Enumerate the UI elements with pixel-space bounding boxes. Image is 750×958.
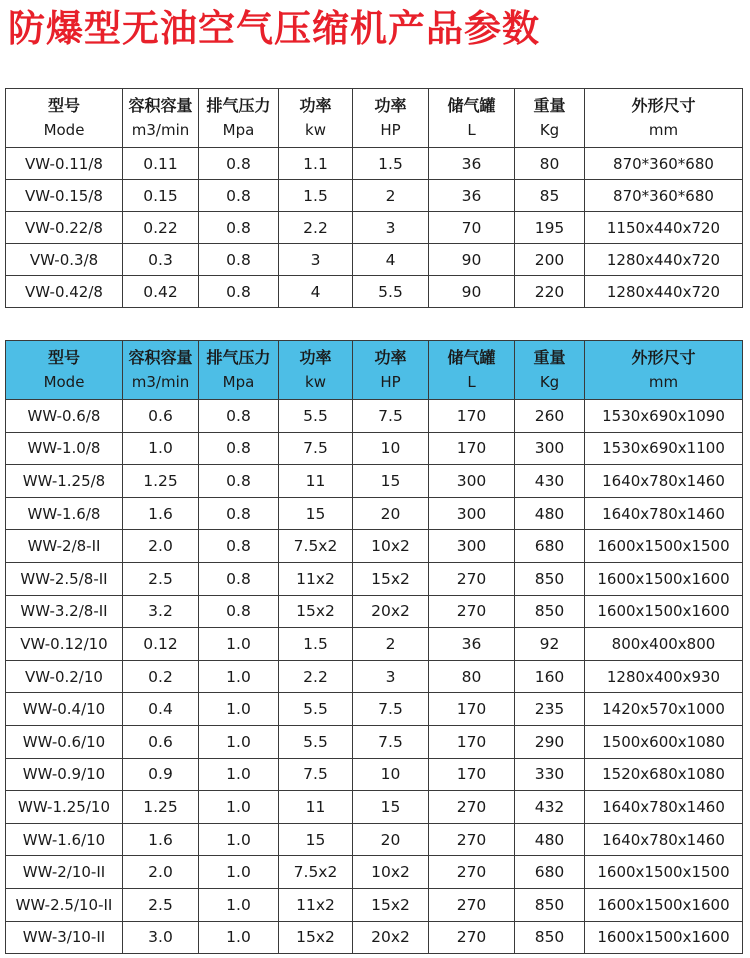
table-cell: 1.0 <box>199 823 279 856</box>
table-cell: 3 <box>279 244 353 276</box>
table-cell: 1640x780x1460 <box>585 465 743 498</box>
column-header-unit: Mpa <box>222 373 255 391</box>
table-cell: 7.5 <box>279 432 353 465</box>
table-cell: 300 <box>429 497 515 530</box>
table-cell: 850 <box>515 562 585 595</box>
table-cell: 90 <box>429 244 515 276</box>
table-cell: WW-1.0/8 <box>6 432 123 465</box>
table-cell: 300 <box>429 465 515 498</box>
table-cell: 2 <box>353 180 429 212</box>
column-header-unit: kw <box>305 121 326 139</box>
table-cell: 10x2 <box>353 530 429 563</box>
table-cell: 7.5x2 <box>279 530 353 563</box>
table-cell: 0.8 <box>199 530 279 563</box>
table-cell: 0.42 <box>123 276 199 308</box>
table-cell: 480 <box>515 823 585 856</box>
column-header-unit: Kg <box>539 121 560 139</box>
header-row <box>6 89 743 148</box>
table-cell: VW-0.15/8 <box>6 180 123 212</box>
table-cell: 5.5 <box>279 400 353 433</box>
table-cell: 92 <box>515 628 585 661</box>
table-cell: WW-0.6/8 <box>6 400 123 433</box>
table-cell: 15x2 <box>353 562 429 595</box>
table-cell: 15x2 <box>353 888 429 921</box>
table-cell: 270 <box>429 856 515 889</box>
table-cell: 270 <box>429 595 515 628</box>
table-cell: 2.0 <box>123 530 199 563</box>
column-header <box>6 89 123 148</box>
table-cell: 3.0 <box>123 921 199 954</box>
table-cell: 870*360*680 <box>585 180 743 212</box>
table-cell: 7.5x2 <box>279 856 353 889</box>
table-cell: WW-3.2/8-II <box>6 595 123 628</box>
table-cell: 2 <box>353 628 429 661</box>
table-cell: 170 <box>429 693 515 726</box>
table-cell: 0.8 <box>199 212 279 244</box>
table-cell: 1.0 <box>199 888 279 921</box>
column-header <box>515 89 585 148</box>
table-cell: 1.5 <box>353 148 429 180</box>
table-cell: 36 <box>429 148 515 180</box>
column-header <box>429 89 515 148</box>
table-cell: 11 <box>279 465 353 498</box>
table-cell: 0.8 <box>199 595 279 628</box>
table-cell: 5.5 <box>353 276 429 308</box>
table-cell: 0.8 <box>199 244 279 276</box>
table-cell: 1280x440x720 <box>585 276 743 308</box>
spec-table-ww <box>5 340 743 954</box>
column-header-cn: 容积容量 <box>128 96 193 115</box>
column-header-cn: 储气罐 <box>447 96 496 115</box>
table-row <box>6 660 743 693</box>
table-cell: 36 <box>429 628 515 661</box>
column-header-unit: Mpa <box>222 121 255 139</box>
table-cell: 270 <box>429 562 515 595</box>
table-cell: 1640x780x1460 <box>585 791 743 824</box>
column-header-cn: 外形尺寸 <box>631 348 696 367</box>
table-cell: 15 <box>353 791 429 824</box>
table-cell: 0.4 <box>123 693 199 726</box>
table-cell: 0.8 <box>199 465 279 498</box>
table-cell: 1280x440x720 <box>585 244 743 276</box>
table-cell: 11x2 <box>279 888 353 921</box>
table-cell: 1.0 <box>199 693 279 726</box>
column-header <box>123 89 199 148</box>
table-cell: 170 <box>429 400 515 433</box>
column-header <box>353 89 429 148</box>
table-cell: WW-1.6/10 <box>6 823 123 856</box>
table-cell: 11 <box>279 791 353 824</box>
table-cell: 1640x780x1460 <box>585 497 743 530</box>
table-cell: 7.5 <box>353 693 429 726</box>
table-header <box>6 341 743 400</box>
column-header <box>353 341 429 400</box>
column-header <box>585 89 743 148</box>
table-row <box>6 791 743 824</box>
table-cell: 1600x1500x1600 <box>585 595 743 628</box>
table-row <box>6 562 743 595</box>
table-cell: 2.5 <box>123 562 199 595</box>
column-header-unit: m3/min <box>131 373 190 391</box>
table-cell: 2.2 <box>279 660 353 693</box>
table-cell: 1530x690x1090 <box>585 400 743 433</box>
table-cell: VW-0.3/8 <box>6 244 123 276</box>
spec-table-vw <box>5 88 743 308</box>
table-cell: 0.12 <box>123 628 199 661</box>
table-cell: 850 <box>515 921 585 954</box>
table-cell: 1.5 <box>279 180 353 212</box>
table-cell: 1.0 <box>199 791 279 824</box>
table-body <box>6 400 743 954</box>
table-cell: 1600x1500x1600 <box>585 562 743 595</box>
table-cell: 0.8 <box>199 400 279 433</box>
table-cell: 1.0 <box>199 921 279 954</box>
table-cell: 2.0 <box>123 856 199 889</box>
table-row <box>6 212 743 244</box>
table-cell: 680 <box>515 856 585 889</box>
table-cell: 80 <box>515 148 585 180</box>
table-row <box>6 758 743 791</box>
table-cell: 0.6 <box>123 725 199 758</box>
column-header-cn: 型号 <box>47 96 80 115</box>
table-cell: 170 <box>429 758 515 791</box>
table-cell: 170 <box>429 725 515 758</box>
column-header <box>199 89 279 148</box>
table-cell: WW-2.5/8-II <box>6 562 123 595</box>
table-cell: 0.8 <box>199 497 279 530</box>
table-cell: 160 <box>515 660 585 693</box>
table-cell: 1.25 <box>123 791 199 824</box>
table-cell: WW-1.25/10 <box>6 791 123 824</box>
page-title: 防爆型无油空气压缩机产品参数 <box>8 7 540 50</box>
table-cell: 15x2 <box>279 921 353 954</box>
column-header <box>6 341 123 400</box>
table-cell: 432 <box>515 791 585 824</box>
column-header-cn: 排气压力 <box>206 96 271 115</box>
table-cell: WW-3/10-II <box>6 921 123 954</box>
table-cell: 270 <box>429 888 515 921</box>
table-cell: WW-1.6/8 <box>6 497 123 530</box>
table-cell: 0.11 <box>123 148 199 180</box>
column-header-cn: 排气压力 <box>206 348 271 367</box>
table-cell: 0.9 <box>123 758 199 791</box>
table-cell: 0.8 <box>199 562 279 595</box>
table-cell: 7.5 <box>353 400 429 433</box>
table-cell: 80 <box>429 660 515 693</box>
table-cell: 4 <box>279 276 353 308</box>
column-header-unit: Mode <box>43 373 85 391</box>
table-cell: 430 <box>515 465 585 498</box>
table-row <box>6 725 743 758</box>
table-cell: 5.5 <box>279 693 353 726</box>
column-header <box>279 89 353 148</box>
table-cell: 1530x690x1100 <box>585 432 743 465</box>
table-cell: 1.6 <box>123 497 199 530</box>
header-row <box>6 341 743 400</box>
table-cell: 850 <box>515 888 585 921</box>
table-cell: 1640x780x1460 <box>585 823 743 856</box>
table-cell: 290 <box>515 725 585 758</box>
column-header-unit: Mode <box>43 121 85 139</box>
table-cell: 20 <box>353 497 429 530</box>
table-cell: 850 <box>515 595 585 628</box>
table-row <box>6 400 743 433</box>
column-header <box>123 341 199 400</box>
table-cell: 10 <box>353 432 429 465</box>
column-header <box>585 341 743 400</box>
table-cell: 20x2 <box>353 921 429 954</box>
table-header <box>6 89 743 148</box>
table-cell: 3 <box>353 212 429 244</box>
table-cell: 10 <box>353 758 429 791</box>
table-cell: 0.8 <box>199 276 279 308</box>
table-row <box>6 148 743 180</box>
table-cell: 3.2 <box>123 595 199 628</box>
table-cell: 1600x1500x1500 <box>585 856 743 889</box>
table-cell: 10x2 <box>353 856 429 889</box>
table-cell: 1500x600x1080 <box>585 725 743 758</box>
table-cell: WW-0.4/10 <box>6 693 123 726</box>
table-cell: VW-0.12/10 <box>6 628 123 661</box>
column-header-cn: 功率 <box>374 96 407 115</box>
table-cell: VW-0.22/8 <box>6 212 123 244</box>
table-cell: 1.0 <box>199 628 279 661</box>
column-header <box>429 341 515 400</box>
table-cell: 70 <box>429 212 515 244</box>
table-cell: 36 <box>429 180 515 212</box>
table-cell: 1420x570x1000 <box>585 693 743 726</box>
table-row <box>6 276 743 308</box>
table-cell: 0.6 <box>123 400 199 433</box>
table-cell: 0.3 <box>123 244 199 276</box>
column-header-unit: m3/min <box>131 121 190 139</box>
table-row <box>6 856 743 889</box>
table-row <box>6 180 743 212</box>
table-cell: WW-0.9/10 <box>6 758 123 791</box>
column-header-cn: 型号 <box>47 348 80 367</box>
table-cell: WW-1.25/8 <box>6 465 123 498</box>
table-cell: 1.0 <box>199 725 279 758</box>
table-cell: 1.0 <box>123 432 199 465</box>
table-row <box>6 921 743 954</box>
table-cell: 15 <box>353 465 429 498</box>
table-cell: VW-0.2/10 <box>6 660 123 693</box>
table-cell: 270 <box>429 823 515 856</box>
table-row <box>6 465 743 498</box>
table-cell: WW-2.5/10-II <box>6 888 123 921</box>
table-cell: 870*360*680 <box>585 148 743 180</box>
table-cell: WW-2/8-II <box>6 530 123 563</box>
table-cell: 1.0 <box>199 758 279 791</box>
table-cell: 1.0 <box>199 660 279 693</box>
table-cell: 0.8 <box>199 180 279 212</box>
table-row <box>6 823 743 856</box>
table-cell: 330 <box>515 758 585 791</box>
table-cell: 0.8 <box>199 432 279 465</box>
table-row <box>6 530 743 563</box>
table-cell: 800x400x800 <box>585 628 743 661</box>
column-header-cn: 功率 <box>299 348 332 367</box>
table-cell: VW-0.11/8 <box>6 148 123 180</box>
column-header-unit: HP <box>380 373 401 391</box>
table-cell: 4 <box>353 244 429 276</box>
table-cell: 20x2 <box>353 595 429 628</box>
column-header <box>199 341 279 400</box>
table-cell: 3 <box>353 660 429 693</box>
table-cell: 170 <box>429 432 515 465</box>
column-header <box>279 341 353 400</box>
table-cell: 7.5 <box>279 758 353 791</box>
table-cell: 85 <box>515 180 585 212</box>
column-header-cn: 功率 <box>374 348 407 367</box>
table-cell: VW-0.42/8 <box>6 276 123 308</box>
table-cell: 2.5 <box>123 888 199 921</box>
column-header-cn: 储气罐 <box>447 348 496 367</box>
table-cell: 5.5 <box>279 725 353 758</box>
table-row <box>6 432 743 465</box>
table-cell: 15 <box>279 823 353 856</box>
table-cell: 1.6 <box>123 823 199 856</box>
table-cell: 1.5 <box>279 628 353 661</box>
table-cell: 1600x1500x1500 <box>585 530 743 563</box>
table-cell: 1.0 <box>199 856 279 889</box>
table-cell: 0.8 <box>199 148 279 180</box>
table-cell: 7.5 <box>353 725 429 758</box>
table-cell: 220 <box>515 276 585 308</box>
table-cell: 260 <box>515 400 585 433</box>
table-cell: 195 <box>515 212 585 244</box>
table-cell: 2.2 <box>279 212 353 244</box>
column-header-cn: 重量 <box>533 348 566 367</box>
column-header-unit: mm <box>648 373 679 391</box>
table-cell: 270 <box>429 791 515 824</box>
table-row <box>6 497 743 530</box>
table-cell: 1.25 <box>123 465 199 498</box>
table-cell: 300 <box>429 530 515 563</box>
table-cell: 0.15 <box>123 180 199 212</box>
table-row <box>6 888 743 921</box>
column-header-cn: 功率 <box>299 96 332 115</box>
table-body <box>6 148 743 308</box>
column-header-unit: Kg <box>539 373 560 391</box>
table-cell: 1150x440x720 <box>585 212 743 244</box>
column-header <box>515 341 585 400</box>
table-cell: 1280x400x930 <box>585 660 743 693</box>
table-cell: 235 <box>515 693 585 726</box>
table-cell: 480 <box>515 497 585 530</box>
table-cell: 0.2 <box>123 660 199 693</box>
column-header-cn: 重量 <box>533 96 566 115</box>
table-cell: 1600x1500x1600 <box>585 888 743 921</box>
table-row <box>6 693 743 726</box>
column-header-cn: 外形尺寸 <box>631 96 696 115</box>
table-cell: 20 <box>353 823 429 856</box>
table-row <box>6 628 743 661</box>
table-cell: 680 <box>515 530 585 563</box>
column-header-unit: HP <box>380 121 401 139</box>
column-header-cn: 容积容量 <box>128 348 193 367</box>
column-header-unit: L <box>467 121 476 139</box>
table-cell: 1520x680x1080 <box>585 758 743 791</box>
table-cell: 1.1 <box>279 148 353 180</box>
table-cell: 270 <box>429 921 515 954</box>
table-cell: 15x2 <box>279 595 353 628</box>
table-cell: 200 <box>515 244 585 276</box>
table-cell: 15 <box>279 497 353 530</box>
table-cell: 300 <box>515 432 585 465</box>
table-cell: 0.22 <box>123 212 199 244</box>
table-row <box>6 595 743 628</box>
table-cell: 1600x1500x1600 <box>585 921 743 954</box>
table-cell: WW-0.6/10 <box>6 725 123 758</box>
table-row <box>6 244 743 276</box>
table-cell: 11x2 <box>279 562 353 595</box>
column-header-unit: mm <box>648 121 679 139</box>
column-header-unit: kw <box>305 373 326 391</box>
column-header-unit: L <box>467 373 476 391</box>
table-cell: WW-2/10-II <box>6 856 123 889</box>
table-cell: 90 <box>429 276 515 308</box>
